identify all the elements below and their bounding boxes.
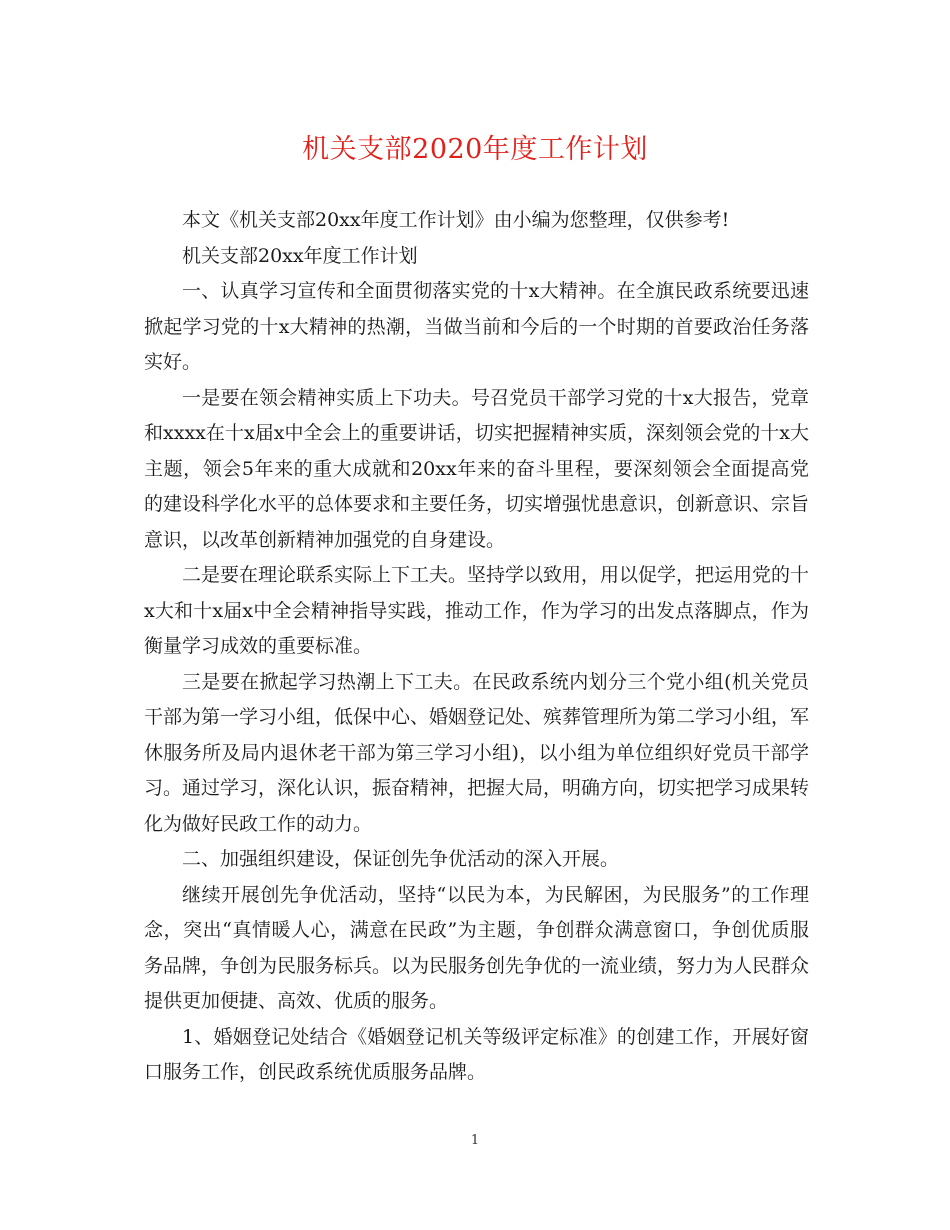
paragraph-point-3: 三是要在掀起学习热潮上下工夫。在民政系统内划分三个党小组(机关党员干部为第一学习小组，低保中心、婚姻登记处、殡葬管理所为第二学习小组，军休服务所及局内退休老干部为第三学习小组)，以小组为单位组织好党员干部学习。通过学习，深化认识，振奋精神，把握大局，明确方向，切实把学习成果转化为做好民政工作的动力。 — [144, 670, 810, 835]
paragraph-intro: 本文《机关支部20xx年度工作计划》由小编为您整理，仅供参考! — [182, 209, 730, 231]
paragraph-point-2: 二是要在理论联系实际上下工夫。坚持学以致用，用以促学，把运用党的十x大和十x届x中全会精神指导实践，推动工作，作为学习的出发点落脚点，作为衡量学习成效的重要标准。 — [144, 564, 810, 657]
document-body — [144, 203, 809, 1091]
document-title: 机关支部2020年度工作计划 — [302, 134, 648, 165]
paragraph-item-1: 1、婚姻登记处结合《婚姻登记机关等级评定标准》的创建工作，开展好窗口服务工作，创民政系统优质服务品牌。 — [144, 1025, 809, 1083]
paragraph-section-2: 二、加强组织建设，保证创先争优活动的深入开展。 — [182, 848, 620, 870]
paragraph-subtitle: 机关支部20xx年度工作计划 — [182, 244, 418, 267]
page-number: 1 — [470, 1133, 480, 1148]
paragraph-section-1: 一、认真学习宣传和全面贯彻落实党的十x大精神。在全旗民政系统要迅速掀起学习党的十x大精神的热潮，当做当前和今后的一个时期的首要政治任务落实好。 — [144, 280, 809, 373]
paragraph-section-2-body: 继续开展创先争优活动，坚持“以民为本，为民解困，为民服务”的工作理念，突出“真情暖人心，满意在民政”为主题，争创群众满意窗口，争创优质服务品牌，争创为民服务标兵。以为民服务创先争优的一流业绩，努力为人民群众提供更加便捷、高效、优质的服务。 — [144, 883, 810, 1012]
paragraph-point-1: 一是要在领会精神实质上下功夫。号召党员干部学习党的十x大报告，党章和xxxx在十x届x中全会上的重要讲话，切实把握精神实质，深刻领会党的十x大主题，领会5年来的重大成就和20xx年来的奋斗里程，要深刻领会全面提高党的建设科学化水平的总体要求和主要任务，切实增强忧患意识，创新意识、宗旨意识，以改革创新精神加强党的自身建设。 — [144, 386, 810, 551]
